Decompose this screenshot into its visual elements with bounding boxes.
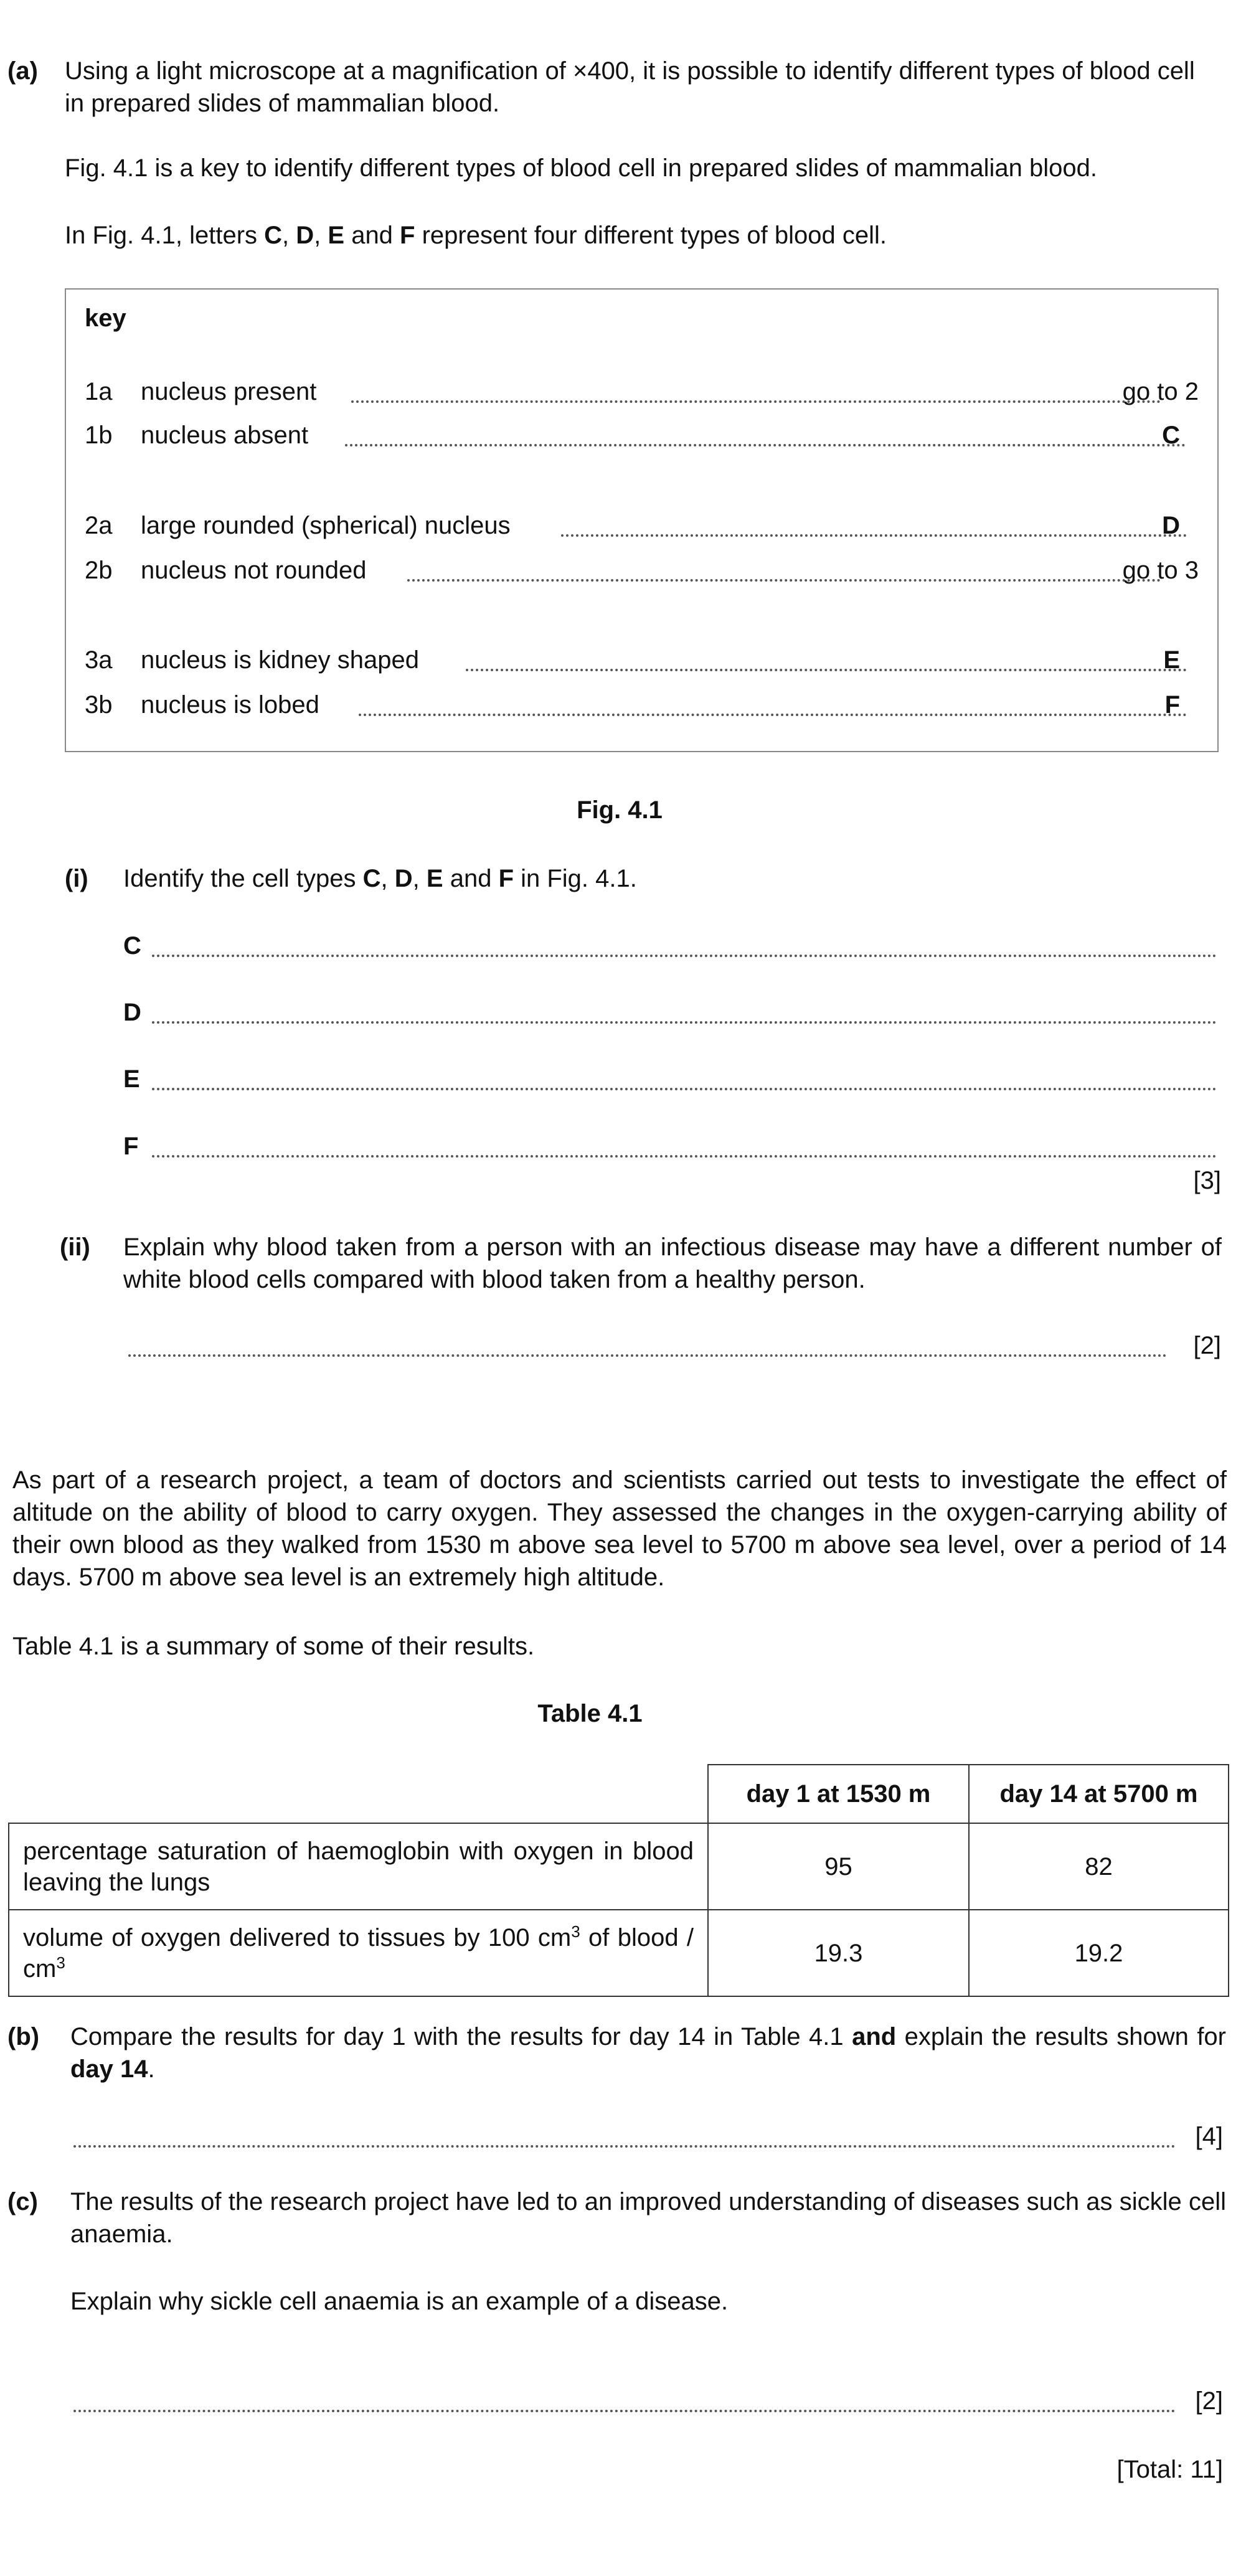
part-c-text: The results of the research project have led to an improved understanding of diseases such as sickle cell anaemia. [70, 2188, 1226, 2248]
part-b-label: (b) [7, 2023, 40, 2050]
part-a-fig-intro: Fig. 4.1 is a key to identify different types of blood cell in prepared slides of mammalian blood. [65, 154, 1097, 182]
answer-line-c[interactable] [152, 955, 1217, 957]
key-row: 3b nucleus is lobed [85, 691, 319, 719]
total-marks: [Total: 11] [1116, 2456, 1223, 2483]
answer-line-d[interactable] [152, 1021, 1217, 1024]
table-row-label: percentage saturation of haemoglobin with oxygen in blood leaving the lungs [9, 1823, 708, 1910]
key-result: go to 2 [1122, 378, 1199, 405]
table-summary: Table 4.1 is a summary of some of their results. [12, 1633, 535, 1660]
key-result: C [1162, 422, 1180, 449]
part-c-question: Explain why sickle cell anaemia is an example of a disease. [70, 2288, 729, 2315]
answer-label-d: D [123, 999, 141, 1026]
table-row-label: volume of oxygen delivered to tissues by 100 $cm^3$ of blood / $cm^3$ [9, 1910, 708, 1996]
table-cell: 19.3 [708, 1910, 969, 1996]
answer-line-b[interactable] [73, 2145, 1176, 2148]
answer-line-f[interactable] [152, 1155, 1217, 1158]
table-header-day14: day 14 at 5700 m [969, 1765, 1229, 1823]
part-a-label: (a) [7, 57, 38, 85]
key-row: 1a nucleus present [85, 378, 317, 405]
question-ii-label: (ii) [60, 1234, 90, 1261]
marks-i: [3] [1193, 1167, 1221, 1194]
part-c-label: (c) [7, 2188, 38, 2215]
answer-label-f: F [123, 1133, 139, 1160]
marks-ii: [2] [1193, 1332, 1221, 1359]
part-b-text: Compare the results for day 1 with the results for day 14 in Table 4.1 and explain the results shown for day 14. [70, 2023, 1226, 2083]
part-a-intro: Using a light microscope at a magnification of ×400, it is possible to identify different types of blood cell in prepared slides of mammalian blood. [65, 57, 1195, 117]
key-row: 2b nucleus not rounded [85, 557, 367, 584]
table-row [9, 1823, 1229, 1910]
table-caption: Table 4.1 [537, 1700, 643, 1727]
table-cell: 19.2 [969, 1910, 1229, 1996]
key-row: 3a nucleus is kidney shaped [85, 646, 419, 674]
marks-b: [4] [1195, 2123, 1223, 2150]
answer-line-e[interactable] [152, 1088, 1217, 1090]
research-paragraph: As part of a research project, a team of doctors and scientists carried out tests to investigate the effect of altitude on the ability of blood to carry oxygen. They assessed the changes in the oxygen-carrying ability of their own blood as they walked from 1530 m above sea level to 5700 m above sea level, over a period of 14 days. 5700 m above sea level is an extremely high altitude. [12, 1466, 1227, 1591]
answer-label-e: E [123, 1065, 140, 1093]
key-result: F [1164, 691, 1180, 719]
key-result: D [1162, 512, 1180, 539]
marks-c: [2] [1195, 2387, 1223, 2415]
results-table [8, 1764, 1229, 1997]
question-ii-text: Explain why blood taken from a person with an infectious disease may have a different number of white blood cells compared with blood taken from a healthy person. [123, 1234, 1222, 1293]
key-result: go to 3 [1122, 557, 1199, 584]
identification-key [65, 288, 1219, 752]
table-header-row [9, 1765, 1229, 1823]
key-heading: key [85, 304, 126, 332]
key-row: 2a large rounded (spherical) nucleus [85, 512, 511, 539]
table-row [9, 1910, 1229, 1996]
answer-label-c: C [123, 932, 141, 960]
question-i-label: (i) [65, 865, 88, 892]
part-a-letters-intro: In Fig. 4.1, letters C, D, E and F represent four different types of blood cell. [65, 222, 887, 249]
question-i-text: Identify the cell types C, D, E and F in Fig. 4.1. [123, 865, 637, 892]
answer-line-c-part[interactable] [73, 2410, 1176, 2412]
key-row: 1b nucleus absent [85, 422, 309, 449]
key-result: E [1163, 646, 1180, 674]
table-cell: 95 [708, 1823, 969, 1910]
figure-caption: Fig. 4.1 [577, 796, 663, 824]
table-cell: 82 [969, 1823, 1229, 1910]
answer-line-ii[interactable] [128, 1354, 1167, 1357]
table-header-day1: day 1 at 1530 m [708, 1765, 969, 1823]
